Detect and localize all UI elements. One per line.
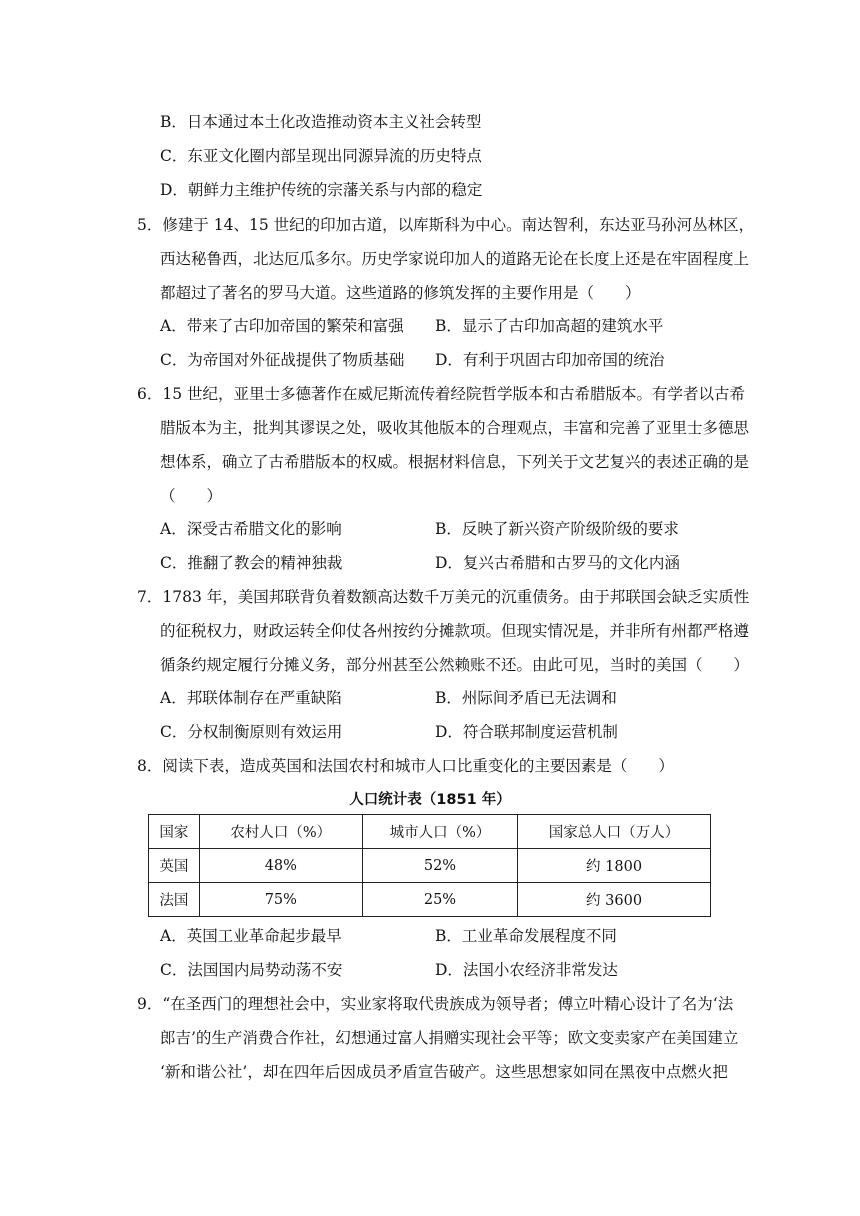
q6-option-c: C．推翻了教会的精神独裁 bbox=[160, 554, 343, 572]
table-caption: 人口统计表（1851 年） bbox=[349, 792, 511, 808]
header-cell: 城市人口（%） bbox=[362, 815, 517, 849]
q7-stem-line-3: 循条约规定履行分摊义务，部分州甚至公然赖账不还。由此可见，当时的美国（ ） bbox=[160, 656, 750, 674]
table-header-row bbox=[149, 815, 711, 849]
table-cell: 48% bbox=[199, 849, 362, 883]
q8-option-c: C．法国国内局势动荡不安 bbox=[160, 961, 343, 979]
q5-stem-line-1: 5．修建于 14、15 世纪的印加古道，以库斯科为中心。南达智利，东达亚马孙河丛林区， bbox=[137, 216, 755, 234]
header-cell: 农村人口（%） bbox=[199, 815, 362, 849]
q9-stem-line-1: 9．“在圣西门的理想社会中，实业家将取代贵族成为领导者；傅立叶精心设计了名为‘法 bbox=[137, 995, 734, 1013]
q6-stem-line-1: 6．15 世纪，亚里士多德著作在威尼斯流传着经院哲学版本和古希腊版本。有学者以古希 bbox=[137, 385, 746, 403]
q7-stem-line-1: 7．1783 年，美国邦联背负着数额高达数千万美元的沉重债务。由于邦联国会缺乏实质性 bbox=[137, 588, 750, 606]
q5-stem-line-3: 都超过了著名的罗马大道。这些道路的修筑发挥的主要作用是（ ） bbox=[160, 284, 641, 302]
q6-option-a: A．深受古希腊文化的影响 bbox=[160, 520, 342, 538]
q7-option-c: C．分权制衡原则有效运用 bbox=[160, 723, 343, 741]
q6-stem-line-4: （ ） bbox=[160, 487, 223, 505]
table-cell: 英国 bbox=[149, 849, 200, 883]
q7-stem-line-2: 的征税权力，财政运转全仰仗各州按约分摊款项。但现实情况是，并非所有州都严格遵 bbox=[160, 622, 750, 640]
q8-option-a: A．英国工业革命起步最早 bbox=[160, 927, 342, 945]
q5-option-a: A．带来了古印加帝国的繁荣和富强 bbox=[160, 317, 404, 335]
q6-option-d: D．复兴古希腊和古罗马的文化内涵 bbox=[435, 554, 680, 572]
q8-option-d: D．法国小农经济非常发达 bbox=[435, 961, 618, 979]
table-cell: 52% bbox=[362, 849, 517, 883]
q9-stem-line-3: ‘新和谐公社’，却在四年后因成员矛盾宣告破产。这些思想家如同在黑夜中点燃火把 bbox=[160, 1063, 728, 1081]
table-cell: 约 3600 bbox=[518, 883, 711, 917]
q7-option-a: A．邦联体制存在严重缺陷 bbox=[160, 689, 342, 707]
q8-option-b: B．工业革命发展程度不同 bbox=[435, 927, 617, 945]
q7-option-b: B．州际间矛盾已无法调和 bbox=[435, 689, 617, 707]
table-cell: 约 1800 bbox=[518, 849, 711, 883]
q6-stem-line-2: 腊版本为主，批判其谬误之处，吸收其他版本的合理观点，丰富和完善了亚里士多德思 bbox=[160, 419, 750, 437]
q4-option-c: C．东亚文化圈内部呈现出同源异流的历史特点 bbox=[160, 147, 482, 165]
q5-option-c: C．为帝国对外征战提供了物质基础 bbox=[160, 351, 405, 369]
q6-option-b: B．反映了新兴资产阶级阶级的要求 bbox=[435, 520, 679, 538]
q4-option-d: D．朝鲜力主维护传统的宗藩关系与内部的稳定 bbox=[160, 181, 483, 199]
table-cell: 法国 bbox=[149, 883, 200, 917]
header-cell: 国家 bbox=[149, 815, 200, 849]
population-table bbox=[148, 814, 711, 917]
q7-option-d: D．符合联邦制度运营机制 bbox=[435, 723, 618, 741]
q9-stem-line-2: 郎吉’的生产消费合作社，幻想通过富人捐赠实现社会平等；欧文变卖家产在美国建立 bbox=[160, 1029, 739, 1047]
table-row bbox=[149, 883, 711, 917]
q4-option-b: B．日本通过本土化改造推动资本主义社会转型 bbox=[160, 113, 482, 131]
q5-stem-line-2: 西达秘鲁西，北达厄瓜多尔。历史学家说印加人的道路无论在长度上还是在牢固程度上 bbox=[160, 250, 750, 268]
table-cell: 25% bbox=[362, 883, 517, 917]
q6-stem-line-3: 想体系，确立了古希腊版本的权威。根据材料信息，下列关于文艺复兴的表述正确的是 bbox=[160, 453, 750, 471]
table-row bbox=[149, 849, 711, 883]
q5-option-b: B．显示了古印加高超的建筑水平 bbox=[435, 317, 664, 335]
q5-option-d: D．有利于巩固古印加帝国的统治 bbox=[435, 351, 665, 369]
header-cell: 国家总人口（万人） bbox=[518, 815, 711, 849]
q8-stem: 8．阅读下表，造成英国和法国农村和城市人口比重变化的主要因素是（ ） bbox=[137, 757, 674, 775]
table-cell: 75% bbox=[199, 883, 362, 917]
